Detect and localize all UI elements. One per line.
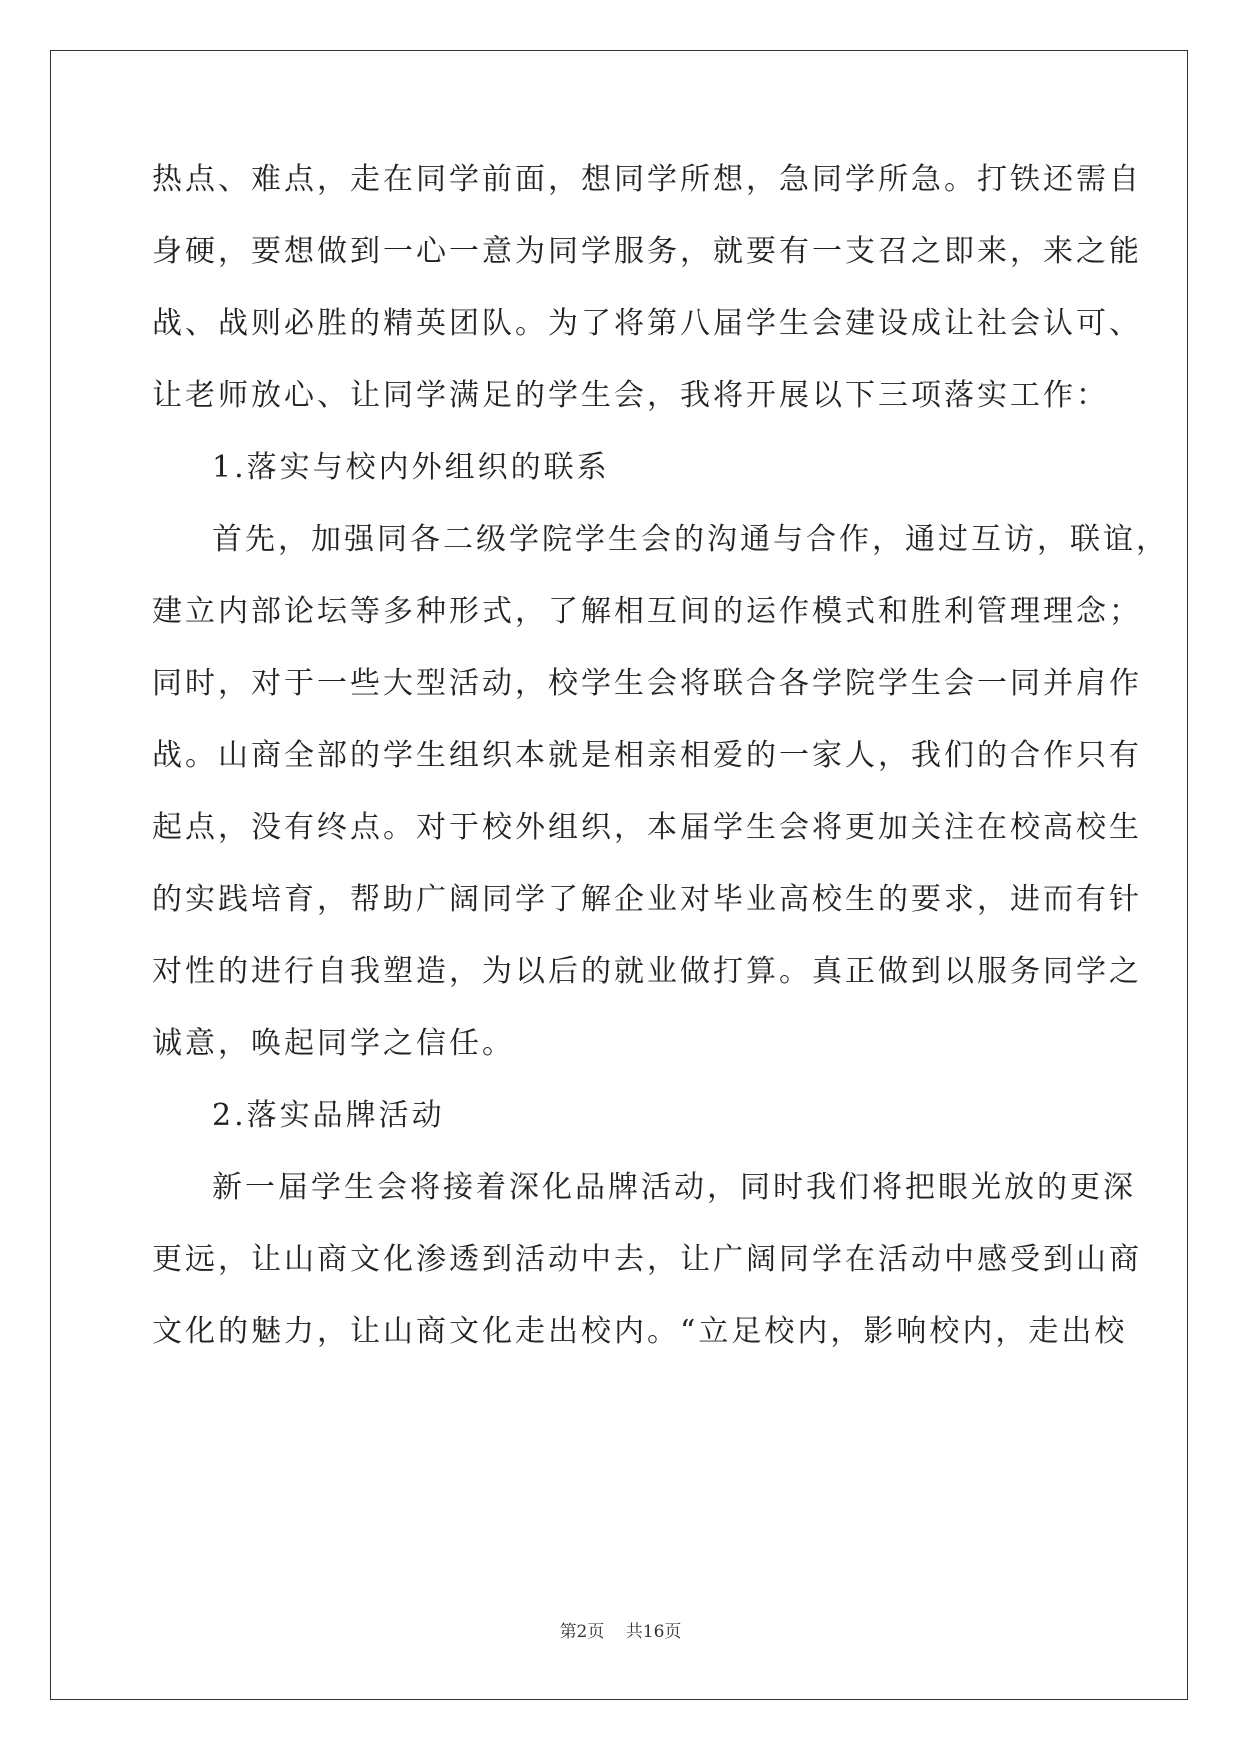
paragraph-line: 起点，没有终点。对于校外组织，本届学生会将更加关注在校高校生: [152, 810, 1142, 845]
paragraph-line: 首先，加强同各二级学院学生会的沟通与合作，通过互访，联谊，: [212, 522, 1169, 557]
paragraph-line: 热点、难点，走在同学前面，想同学所想，急同学所急。打铁还需自: [152, 162, 1142, 197]
page-footer: [0, 1617, 1241, 1642]
page-border: [50, 50, 1188, 1700]
paragraph-line: 更远，让山商文化渗透到活动中去，让广阔同学在活动中感受到山商: [152, 1242, 1142, 1277]
paragraph-line: 身硬，要想做到一心一意为同学服务，就要有一支召之即来，来之能: [152, 234, 1142, 269]
paragraph-line: 让老师放心、让同学满足的学生会，我将开展以下三项落实工作：: [152, 378, 1109, 413]
paragraph-line: 建立内部论坛等多种形式，了解相互间的运作模式和胜利管理理念；: [152, 594, 1142, 629]
paragraph-line: 战。山商全部的学生组织本就是相亲相爱的一家人，我们的合作只有: [152, 738, 1142, 773]
paragraph-line: 诚意，唤起同学之信任。: [152, 1026, 515, 1061]
section-heading-1: 1.落实与校内外组织的联系: [212, 450, 610, 485]
paragraph-line: 文化的魅力，让山商文化走出校内。“立足校内，影响校内，走出校: [152, 1314, 1128, 1349]
paragraph-line: 同时，对于一些大型活动，校学生会将联合各学院学生会一同并肩作: [152, 666, 1142, 701]
paragraph-line: 对性的进行自我塑造，为以后的就业做打算。真正做到以服务同学之: [152, 954, 1142, 989]
page-total: 共16页: [625, 1622, 682, 1642]
paragraph-line: 新一届学生会将接着深化品牌活动，同时我们将把眼光放的更深: [212, 1170, 1136, 1205]
section-heading-2: 2.落实品牌活动: [212, 1098, 445, 1133]
paragraph-line: 的实践培育，帮助广阔同学了解企业对毕业高校生的要求，进而有针: [152, 882, 1142, 917]
paragraph-line: 战、战则必胜的精英团队。为了将第八届学生会建设成让社会认可、: [152, 306, 1142, 341]
page-number: 第2页: [559, 1622, 605, 1642]
